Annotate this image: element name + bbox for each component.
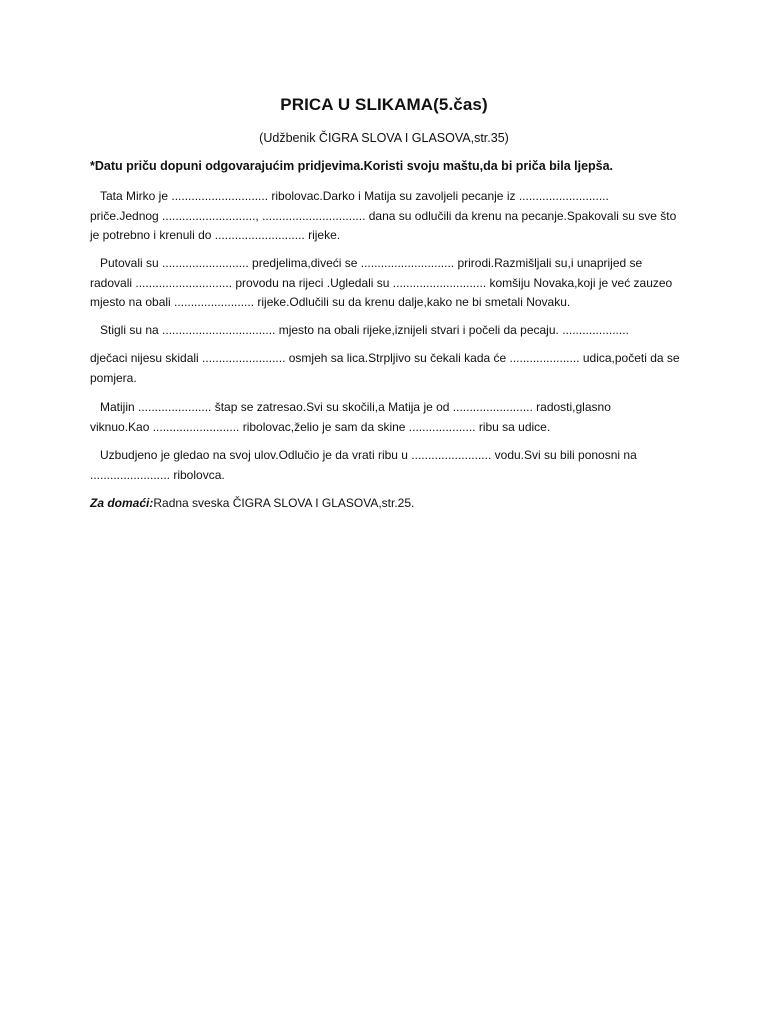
paragraph-7-text: Uzbudjeno je gledao na svoj ulov.Odlučio je da vrati ribu u ........................ vodu.Svi su bili ponosni na ........................ ribolovca. — [90, 448, 637, 482]
homework-text: Radna sveska ČIGRA SLOVA I GLASOVA,str.25. — [153, 496, 415, 510]
paragraph-1 — [90, 187, 680, 246]
document-title: PRICA U SLIKAMA(5.čas) — [280, 95, 488, 114]
task-instruction: *Datu priču dopuni odgovarajućim pridjevima.Koristi svoju maštu,da bi priča bila ljepša. — [90, 159, 614, 173]
paragraph-1-text: Tata Mirko je ............................. ribolovac.Darko i Matija su zavoljeli pecanje iz ........................... priče.Jednog ............................, ............................... dana su odlučili da krenu na pecanje.Spakovali su sve što je potrebno i krenuli do ........................... rijeke. — [90, 189, 677, 242]
paragraph-6-text: viknuo.Kao .......................... ribolovac,želio je sam da skine .................... ribu sa udice. — [90, 420, 551, 434]
paragraph-3-text: Stigli su na .................................. mjesto na obali rijeke,iznijeli stvari i počeli da pecaju. .................... — [100, 323, 629, 337]
homework-label: Za domaći: — [90, 496, 154, 510]
paragraph-5 — [90, 398, 680, 418]
paragraph-3 — [90, 321, 680, 341]
paragraph-6 — [90, 418, 680, 438]
document-subtitle: (Udžbenik ČIGRA SLOVA I GLASOVA,str.35) — [259, 131, 509, 145]
homework-line — [90, 494, 680, 514]
paragraph-2 — [90, 254, 680, 313]
paragraph-7 — [90, 446, 680, 485]
paragraph-2-text: Putovali su .......................... predjelima,diveći se ............................ prirodi.Razmišljali su,i unaprijed se radovali ............................. provodu na rijeci .Ugledali su ............................ komšiju Novaka,koji je već zauzeo mjesto na obali ........................ rijeke.Odlučili su da krenu dalje,kako ne bi smetali Novaku. — [90, 256, 673, 309]
paragraph-4 — [90, 349, 680, 388]
paragraph-4-text: dječaci nijesu skidali ......................... osmjeh sa lica.Strpljivo su čekali kada će ..................... udica,početi da se pomjera. — [90, 351, 680, 385]
paragraph-5-text: Matijin ...................... štap se zatresao.Svi su skočili,a Matija je od ........................ radosti,glasno — [100, 400, 611, 414]
